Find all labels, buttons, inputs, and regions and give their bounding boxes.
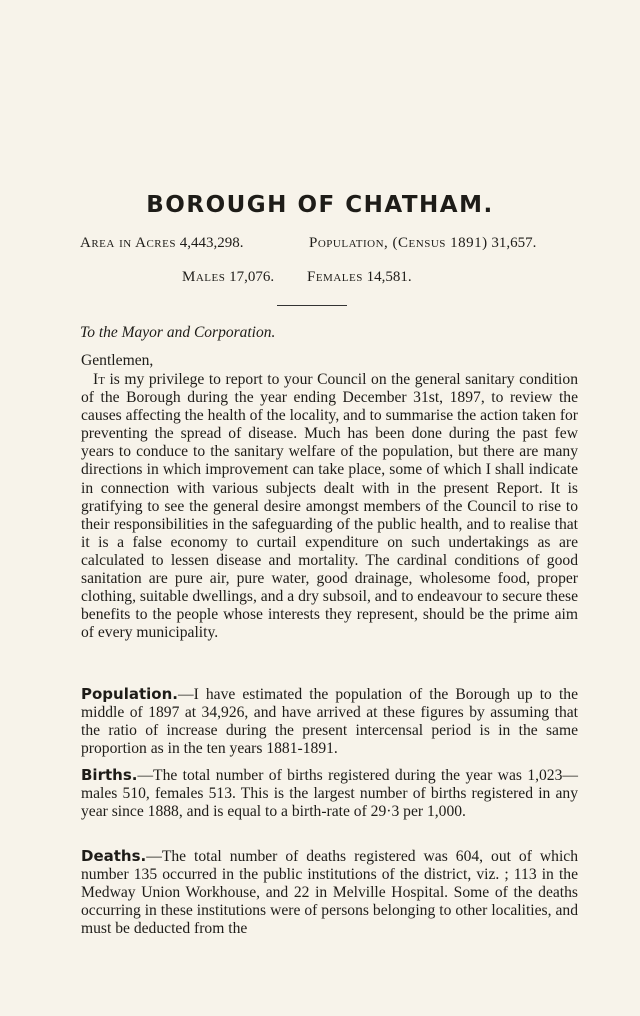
document-title: BOROUGH OF CHATHAM. [146,192,494,218]
population-text: —I have estimated the population of the Borough up to the middle of 1897 at 34,926, and have arrived at these figures by assuming that the ratio of increase during the present intercensal period is in the same proportion as in the ten years 1881-1891. [81,686,578,758]
population-census-value: 31,657. [491,235,537,251]
population-heading: Population. [81,685,178,703]
greeting: Gentlemen, [81,352,154,369]
births-paragraph [81,766,578,821]
population-paragraph [81,685,578,758]
divider-rule [277,305,347,306]
deaths-heading: Deaths. [81,847,147,865]
addressee: To the Mayor and Corporation. [80,324,276,341]
deaths-text: —The total number of deaths registered was 604, out of which number 135 occurred in the public institutions of the district, viz. ; 113 in the Medway Union Workhouse, and 22 in Melville Hospital. Some of the deaths occurring in these institutions were of persons belonging to other localities, and must be deducted from the [81,848,578,938]
males-value: 17,076. [229,269,275,285]
intro-paragraph [81,371,578,642]
area-line [80,235,243,252]
intro-first-word: It [93,371,105,388]
males-line [182,269,274,286]
population-census-line [309,235,536,252]
area-label: Area in Acres [80,235,176,251]
males-label: Males [182,269,226,285]
deaths-paragraph [81,847,578,938]
births-heading: Births. [81,766,138,784]
births-text: —The total number of births registered during the year was 1,023—males 510, females 513. This is the largest number of births registered in any year since 1888, and is equal to a birth-rate of 29·3 per 1,000. [81,767,578,821]
females-label: Females [307,269,363,285]
females-line [307,269,412,286]
area-value: 4,443,298. [179,235,244,251]
population-census-label: Population, (Census 1891) [309,235,488,251]
females-value: 14,581. [366,269,412,285]
intro-text: is my privilege to report to your Council on the general sanitary condition of the Borough during the year ending December 31st, 1897, to review the causes affecting the health of the locality, and to summarise the action taken for preventing the spread of disease. Much has been done during the past few years to conduce to the sanitary welfare of the population, but there are many directions in which improvement can take place, some of which I shall indicate in connection with various subjects dealt with in the present Report. It is gratifying to see the general desire amongst members of the Council to rise to their responsibilities in the safeguarding of the public health, and to realise that it is a false economy to curtail expenditure on such undertakings as are calculated to lessen disease and mortality. The cardinal conditions of good sanitation are pure air, pure water, good drainage, wholesome food, proper clothing, suitable dwellings, and a dry subsoil, and to endeavour to secure these benefits to the people whose interests they represent, should be the prime aim of every municipality. [81,371,578,642]
